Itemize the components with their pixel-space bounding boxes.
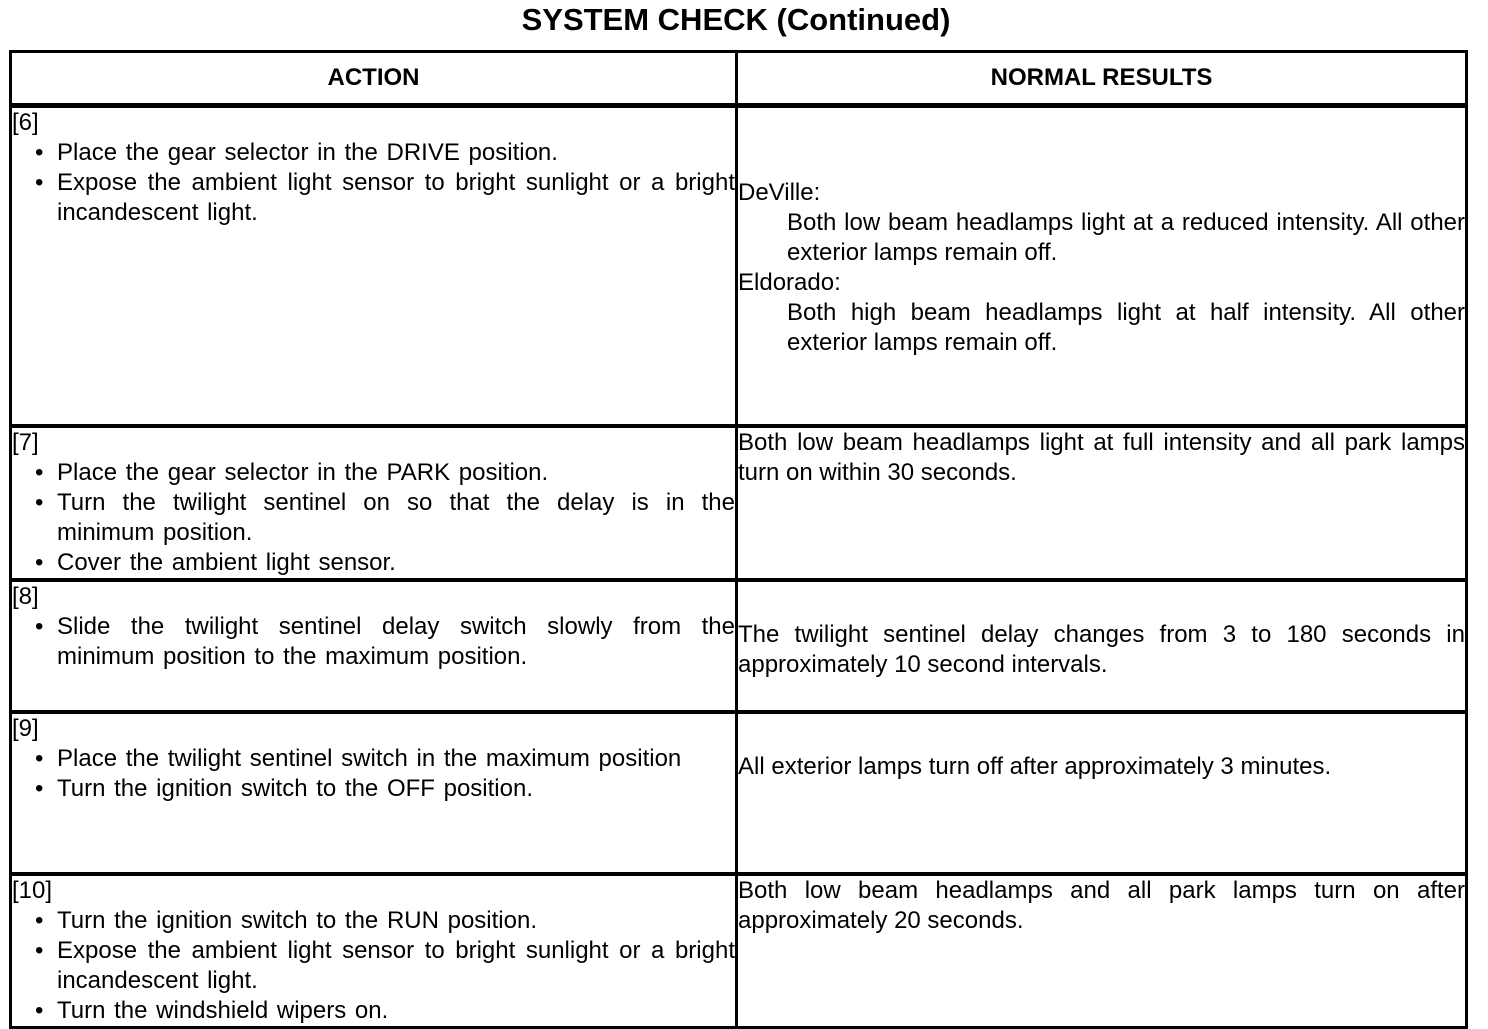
model-result-eldorado: Both high beam headlamps light at half intensity. All other exterior lamps remain off. xyxy=(787,299,1465,356)
action-list xyxy=(12,612,735,672)
action-text: Cover the ambient light sensor. xyxy=(57,549,396,576)
action-text: Expose the ambient light sensor to bright sunlight or a bright incandescent light. xyxy=(57,169,735,226)
table-header-row xyxy=(11,52,1467,106)
table-row xyxy=(11,426,1467,580)
action-cell xyxy=(11,426,737,580)
action-item xyxy=(35,744,735,774)
step-number: [7] xyxy=(12,429,39,456)
step-number: [8] xyxy=(12,583,39,610)
action-text: Turn the twilight sentinel on so that the delay is in the minimum position. xyxy=(57,489,735,546)
action-text: Place the gear selector in the PARK position. xyxy=(57,459,549,486)
action-text: Expose the ambient light sensor to bright sunlight or a bright incandescent light. xyxy=(57,937,735,994)
result-cell xyxy=(737,106,1467,427)
bullet-icon: • xyxy=(35,997,44,1024)
normal-results-column-header: NORMAL RESULTS xyxy=(737,52,1467,106)
action-text: Turn the ignition switch to the OFF position. xyxy=(57,775,533,802)
bullet-icon: • xyxy=(35,459,44,486)
bullet-icon: • xyxy=(35,489,44,516)
action-text: Place the gear selector in the DRIVE position. xyxy=(57,139,558,166)
bullet-icon: • xyxy=(35,907,44,934)
action-list xyxy=(12,744,735,804)
action-item xyxy=(35,138,735,168)
step-number: [9] xyxy=(12,715,39,742)
action-text: Place the twilight sentinel switch in the maximum position xyxy=(57,745,682,772)
action-item xyxy=(35,996,735,1026)
action-item xyxy=(35,168,735,228)
step-number: [6] xyxy=(12,109,39,136)
result-text: Both low beam headlamps light at full intensity and all park lamps turn on within 30 seconds. xyxy=(738,429,1465,486)
action-list xyxy=(12,458,735,578)
action-cell xyxy=(11,580,737,712)
action-cell xyxy=(11,712,737,874)
action-text: Turn the windshield wipers on. xyxy=(57,997,389,1024)
bullet-icon: • xyxy=(35,169,44,196)
result-text: The twilight sentinel delay changes from 3 to 180 seconds in approximately 10 second intervals. xyxy=(738,621,1465,678)
action-item xyxy=(35,936,735,996)
table-row xyxy=(11,580,1467,712)
table-row xyxy=(11,712,1467,874)
page-title: SYSTEM CHECK (Continued) xyxy=(521,2,951,37)
action-list xyxy=(12,906,735,1026)
action-item xyxy=(35,548,735,578)
system-check-table xyxy=(9,50,1468,1029)
table-row xyxy=(11,106,1467,427)
action-item xyxy=(35,906,735,936)
bullet-icon: • xyxy=(35,549,44,576)
action-item xyxy=(35,488,735,548)
action-cell xyxy=(11,874,737,1028)
bullet-icon: • xyxy=(35,775,44,802)
action-text: Slide the twilight sentinel delay switch slowly from the minimum position to the maximum position. xyxy=(57,613,735,670)
result-cell xyxy=(737,426,1467,580)
action-item xyxy=(35,774,735,804)
bullet-icon: • xyxy=(35,139,44,166)
action-item xyxy=(35,612,735,672)
action-item xyxy=(35,458,735,488)
model-name-eldorado: Eldorado: xyxy=(738,269,841,296)
action-text: Turn the ignition switch to the RUN position. xyxy=(57,907,537,934)
action-list xyxy=(12,138,735,228)
result-text: All exterior lamps turn off after approximately 3 minutes. xyxy=(738,753,1332,780)
table-row xyxy=(11,874,1467,1028)
result-text: Both low beam headlamps and all park lamps turn on after approximately 20 seconds. xyxy=(738,877,1465,934)
step-number: [10] xyxy=(12,877,53,904)
bullet-icon: • xyxy=(35,613,44,640)
model-name-deville: DeVille: xyxy=(738,179,821,206)
result-cell xyxy=(737,580,1467,712)
bullet-icon: • xyxy=(35,937,44,964)
action-cell xyxy=(11,106,737,427)
result-cell xyxy=(737,712,1467,874)
result-cell xyxy=(737,874,1467,1028)
bullet-icon: • xyxy=(35,745,44,772)
action-column-header: ACTION xyxy=(11,52,737,106)
model-result-deville: Both low beam headlamps light at a reduced intensity. All other exterior lamps remain off. xyxy=(787,209,1465,266)
